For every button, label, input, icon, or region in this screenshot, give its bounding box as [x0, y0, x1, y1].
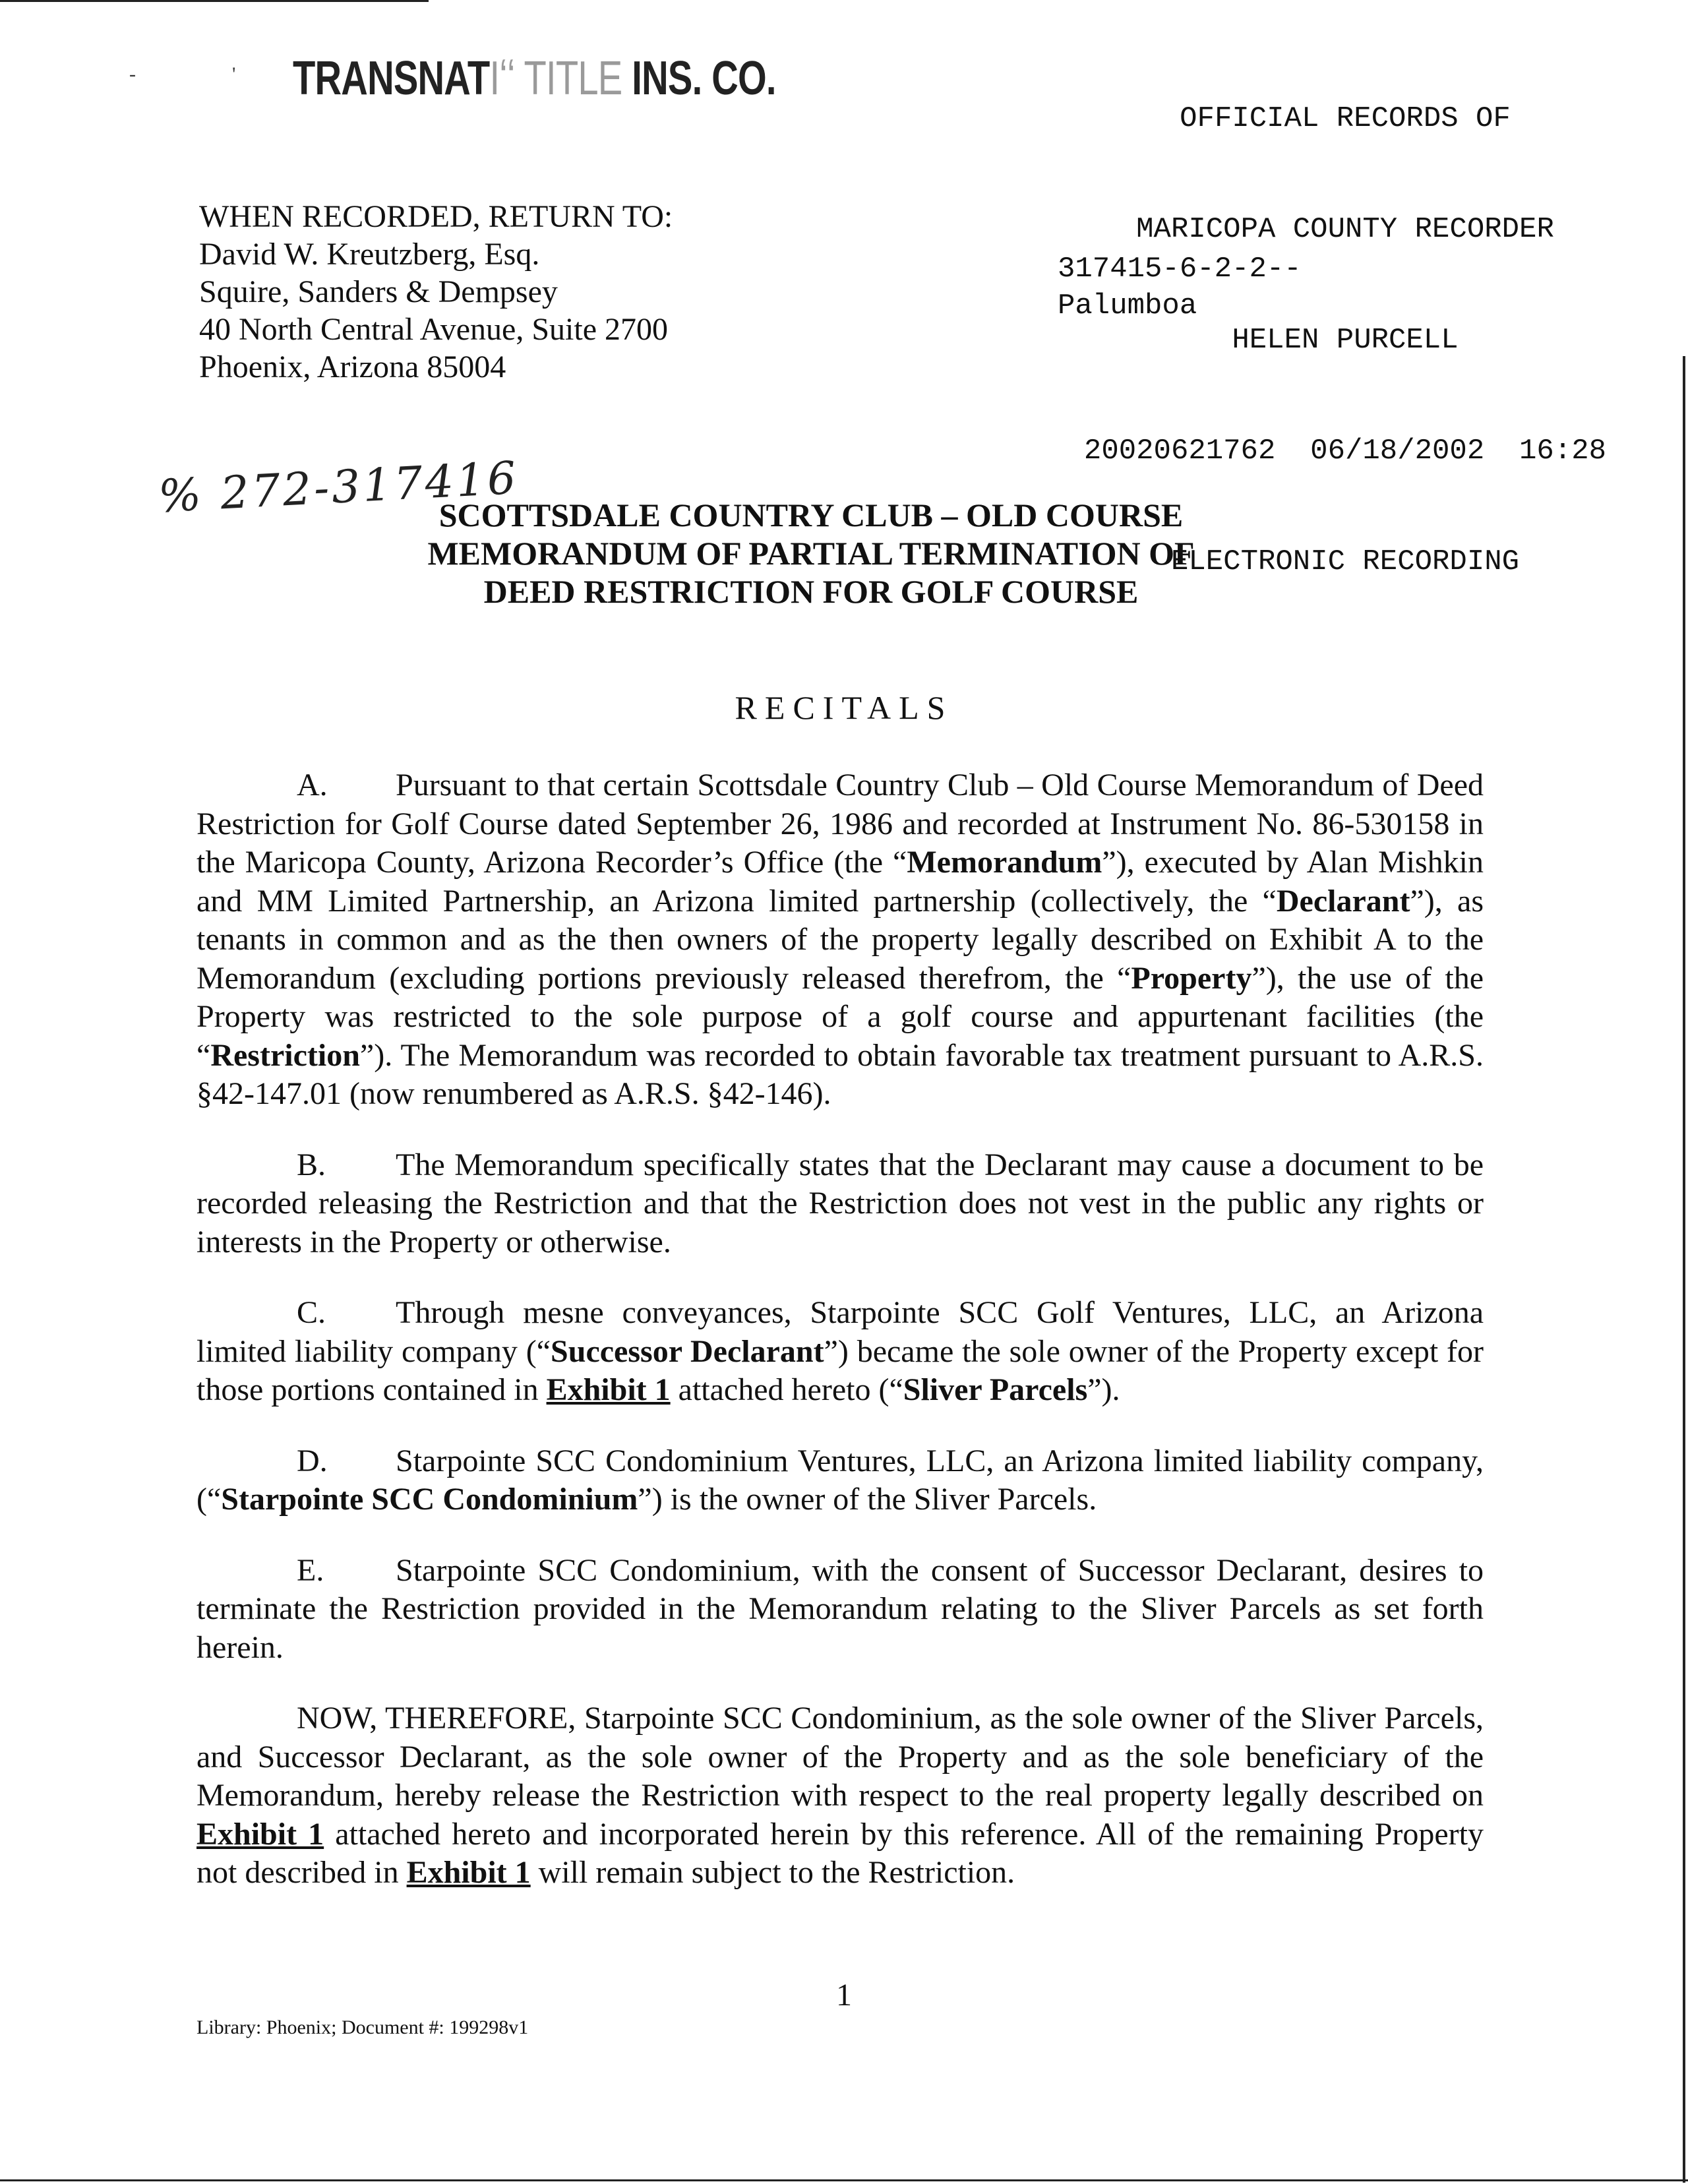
- exhibit-reference: Exhibit 1: [546, 1372, 671, 1407]
- reference-name: Palumboa: [1058, 289, 1197, 322]
- title-company-stamp: [293, 51, 776, 106]
- stamp-speck-left: -: [129, 63, 136, 85]
- handwritten-note: % 272-317416: [157, 452, 520, 524]
- stamp-faded-text: Iʻʻ TITLE: [489, 52, 622, 105]
- recital-text: ”). The Memorandum was recorded to obtain favorable tax treatment pursuant to A.R.S. §42-147.01 (now renumbered as A.R.S. §42-146).: [196, 1037, 1484, 1111]
- defined-term: Declarant: [1276, 883, 1410, 919]
- title-line: DEED RESTRICTION FOR GOLF COURSE: [483, 573, 1139, 610]
- recital-text: attached hereto (“: [670, 1372, 903, 1407]
- recording-reference: [1058, 251, 1302, 324]
- recitals-body: [196, 766, 1484, 1925]
- return-heading: WHEN RECORDED, RETURN TO:: [199, 199, 673, 234]
- document-title: [330, 496, 1292, 611]
- scan-border-right: [1683, 356, 1685, 2183]
- defined-term: Sliver Parcels: [903, 1372, 1088, 1407]
- records-line: HELEN PURCELL: [1232, 324, 1459, 357]
- recital-letter: D.: [297, 1443, 328, 1478]
- page-number: 1: [836, 1978, 852, 2013]
- recital-d: [196, 1442, 1484, 1519]
- clause-text: attached hereto and incorporated herein by this reference. All of the remaining Property not described in: [196, 1816, 1484, 1890]
- exhibit-reference: Exhibit 1: [196, 1816, 324, 1852]
- records-line: OFFICIAL RECORDS OF: [1180, 102, 1511, 135]
- recital-text: ”), executed by Alan Mishkin and MM Limited Partnership, an Arizona limited partnership (collectively, the “: [196, 845, 1484, 919]
- title-line: MEMORANDUM OF PARTIAL TERMINATION OF: [427, 535, 1195, 572]
- return-line: David W. Kreutzberg, Esq.: [199, 237, 540, 272]
- recital-text: ”) became the sole owner of the Property except for those portions contained in: [196, 1333, 1484, 1407]
- return-address-block: [199, 198, 673, 386]
- recitals-heading: RECITALS: [735, 689, 953, 726]
- recital-letter: A.: [297, 768, 328, 803]
- reference-number: 317415-6-2-2--: [1058, 253, 1302, 286]
- recital-text: Through mesne conveyances, Starpointe SCC Golf Ventures, LLC, an Arizona limited liability company (“: [196, 1295, 1484, 1369]
- recital-text: ”), the use of the Property was restricted to the sole purpose of a golf course and appurtenant facilities (the “: [196, 960, 1484, 1073]
- defined-term: Memorandum: [907, 845, 1102, 880]
- return-line: 40 North Central Avenue, Suite 2700: [199, 312, 668, 347]
- recital-text: ”) is the owner of the Sliver Parcels.: [638, 1482, 1097, 1517]
- recital-text: Starpointe SCC Condominium Ventures, LLC, an Arizona limited liability company, (“: [196, 1443, 1484, 1517]
- clause-text: will remain subject to the Restriction.: [530, 1855, 1015, 1890]
- recital-text: The Memorandum specifically states that the Declarant may cause a document to be recorded releasing the Restriction and that the Restriction does not vest in the public any rights or interests in the Property or otherwise.: [196, 1147, 1484, 1259]
- recital-b: [196, 1146, 1484, 1262]
- records-line: ELECTRONIC RECORDING: [1170, 545, 1520, 578]
- recital-text: ”), as tenants in common and as the then owners of the property legally described on Exhibit A to the Memorandum (excluding portions previously released therefrom, the “: [196, 883, 1484, 996]
- defined-term: Restriction: [210, 1037, 360, 1073]
- recital-text: ”).: [1087, 1372, 1120, 1407]
- document-footer: Library: Phoenix; Document #: 199298v1: [196, 2017, 529, 2038]
- return-line: Phoenix, Arizona 85004: [199, 349, 506, 384]
- recital-letter: C.: [297, 1295, 326, 1330]
- scan-border-bottom: [0, 2179, 1688, 2181]
- stamp-speck-right: ': [232, 63, 236, 85]
- title-line: SCOTTSDALE COUNTRY CLUB – OLD COURSE: [438, 497, 1184, 533]
- records-line: 20020621762 06/18/2002 16:28: [1083, 435, 1607, 468]
- stamp-bold-text: TRANSNAT: [293, 52, 490, 105]
- recital-letter: B.: [297, 1147, 326, 1182]
- scan-border-top: [0, 0, 429, 2]
- clause-text: NOW, THEREFORE, Starpointe SCC Condominium, as the sole owner of the Sliver Parcels, and Successor Declarant, as the sole owner of the Property and as the sole beneficiary of the Memorandum, hereby release the Restriction with respect to the real property legally described on: [196, 1701, 1484, 1813]
- return-line: Squire, Sanders & Dempsey: [199, 274, 558, 309]
- records-line: MARICOPA COUNTY RECORDER: [1136, 213, 1554, 246]
- defined-term: Successor Declarant: [551, 1333, 824, 1369]
- operative-clause: [196, 1699, 1484, 1893]
- exhibit-reference: Exhibit 1: [406, 1855, 531, 1890]
- recital-c: [196, 1294, 1484, 1410]
- recital-e: [196, 1552, 1484, 1668]
- defined-term: Starpointe SCC Condominium: [221, 1482, 638, 1517]
- recital-letter: E.: [297, 1552, 324, 1588]
- recital-text: Starpointe SCC Condominium, with the consent of Successor Declarant, desires to terminate the Restriction provided in the Memorandum relating to the Sliver Parcels as set forth herein.: [196, 1552, 1484, 1665]
- recital-text: Pursuant to that certain Scottsdale Country Club – Old Course Memorandum of Deed Restriction for Golf Course dated September 26, 1986 and recorded at Instrument No. 86-530158 in the Maricopa County, Arizona Recorder’s Office (the “: [196, 768, 1484, 880]
- recital-a: [196, 766, 1484, 1114]
- defined-term: Property: [1131, 960, 1252, 996]
- stamp-tail-text: INS. CO.: [622, 52, 776, 105]
